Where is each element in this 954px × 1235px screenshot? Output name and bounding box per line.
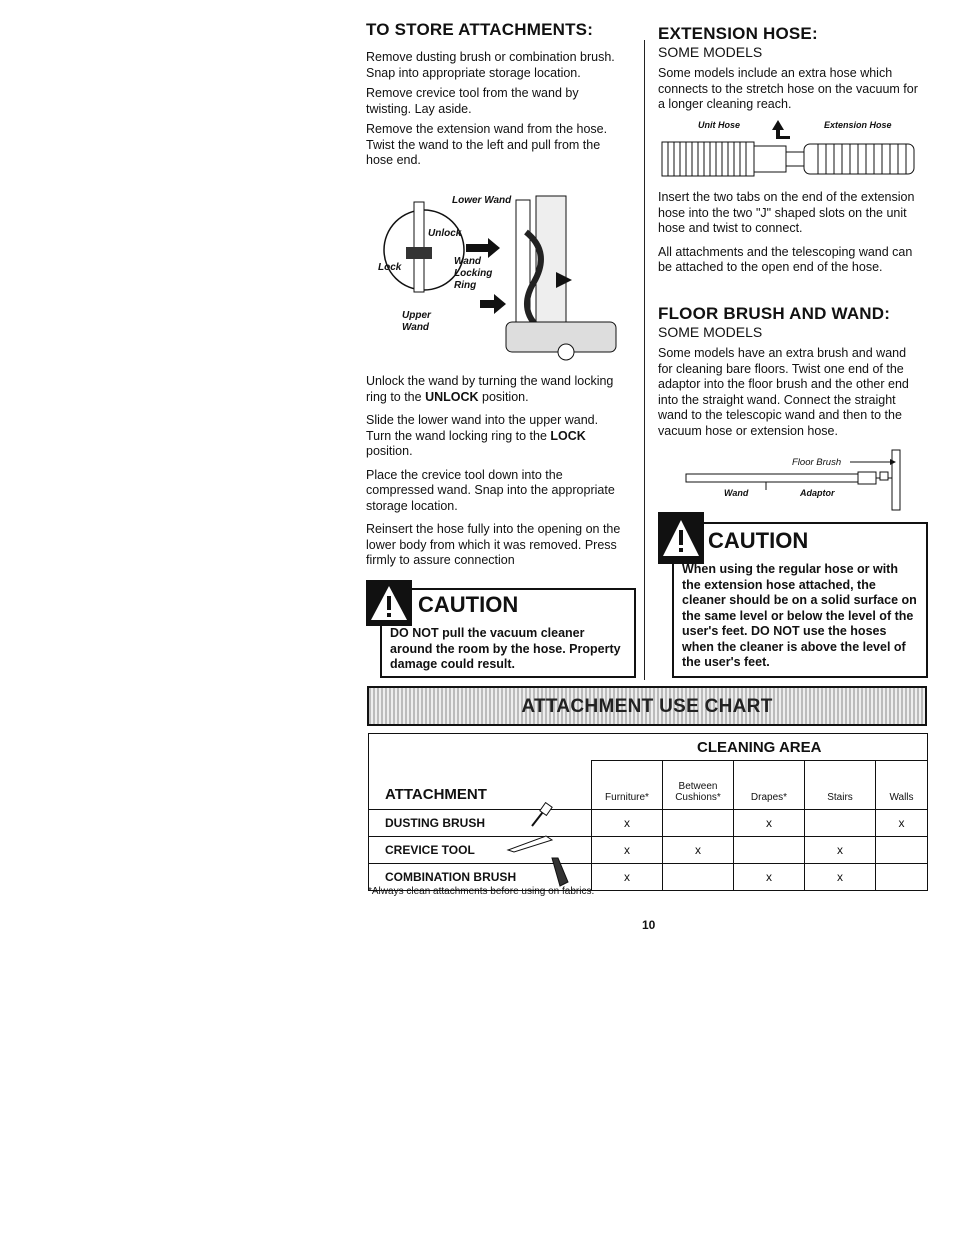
table-cell bbox=[663, 864, 734, 891]
table-header-row bbox=[369, 734, 928, 761]
store-p7: Reinsert the hose fully into the opening on the lower body from which it was removed. Press firmly to assure connection bbox=[366, 522, 621, 567]
col-header: Stairs bbox=[805, 761, 876, 810]
attachment-use-table bbox=[368, 733, 928, 891]
table-cell: x bbox=[876, 810, 928, 837]
table-cell bbox=[805, 810, 876, 837]
table-cell: x bbox=[805, 864, 876, 891]
table-cell: x bbox=[663, 837, 734, 864]
table-cell: x bbox=[592, 864, 663, 891]
table-cell bbox=[663, 810, 734, 837]
label-upper-wand: Upper Wand bbox=[402, 310, 431, 333]
floor-brush-diagram bbox=[680, 446, 920, 516]
col-header: Furniture* bbox=[592, 761, 663, 810]
extension-p1: Some models include an extra hose which connects to the stretch hose on the vacuum for a longer cleaning reach. bbox=[658, 66, 918, 111]
col-header: Drapes* bbox=[734, 761, 805, 810]
store-p3: Remove the extension wand from the hose. Twist the wand to the left and pull from the hose end. bbox=[366, 122, 608, 167]
hose-diagram bbox=[658, 118, 926, 188]
label-unit-hose: Unit Hose bbox=[698, 120, 741, 130]
table-cell: x bbox=[805, 837, 876, 864]
table-cell bbox=[734, 837, 805, 864]
attachment-header-cell bbox=[369, 734, 592, 810]
store-p6: Place the crevice tool down into the compressed wand. Snap into the appropriate storage location. bbox=[366, 467, 615, 513]
label-lower-wand: Lower Wand bbox=[452, 195, 512, 206]
label-adaptor: Adaptor bbox=[800, 488, 835, 498]
floor-p1: Some models have an extra brush and wand for cleaning bare floors. Twist one end of the adaptor into the floor brush and the other end into the straight wand. Connect the straight wand to the telescopic wand and then to the vacuum hose or extension hose. bbox=[658, 346, 909, 438]
caution-right-text: When using the regular hose or with the extension hose attached, the cleaner should be on a solid surface on the same level or below the level of the user's feet. DO NOT use the hoses when the cleaner is above the level of the user's feet. bbox=[682, 562, 917, 669]
label-lock: Lock bbox=[378, 262, 402, 273]
chart-footnote: *Always clean attachments before using on fabrics. bbox=[368, 886, 595, 897]
store-p2: Remove crevice tool from the wand by twisting. Lay aside. bbox=[366, 86, 579, 116]
extension-subtitle: SOME MODELS bbox=[658, 44, 763, 60]
store-section bbox=[366, 20, 624, 169]
warning-icon bbox=[658, 512, 704, 564]
floor-section bbox=[658, 304, 924, 439]
col-header: Walls bbox=[876, 761, 928, 810]
extension-lower-text bbox=[658, 190, 920, 276]
table-cell: x bbox=[734, 864, 805, 891]
column-divider bbox=[644, 40, 645, 680]
extension-section bbox=[658, 24, 924, 113]
row-label: DUSTING BRUSH bbox=[369, 810, 592, 837]
label-floor-brush: Floor Brush bbox=[792, 457, 842, 468]
table-cell bbox=[876, 864, 928, 891]
table-cell: x bbox=[734, 810, 805, 837]
wand-locking-diagram bbox=[376, 192, 624, 367]
table-cell: x bbox=[592, 810, 663, 837]
extension-p3: All attachments and the telescoping wand can be attached to the open end of the hose. bbox=[658, 244, 913, 274]
label-unlock: Unlock bbox=[428, 228, 462, 239]
table-row bbox=[369, 837, 928, 864]
table-cell bbox=[876, 837, 928, 864]
label-wand: Wand bbox=[724, 488, 749, 498]
crevice-tool-icon bbox=[506, 832, 556, 859]
store-p4: Unlock the wand by turning the wand locking ring to the UNLOCK position. bbox=[366, 374, 614, 404]
warning-icon bbox=[366, 580, 412, 626]
caution-left-text: DO NOT pull the vacuum cleaner around the room by the hose. Property damage could result. bbox=[390, 626, 621, 671]
table-row bbox=[369, 810, 928, 837]
store-p1: Remove dusting brush or combination brush. Snap into appropriate storage location. bbox=[366, 50, 615, 80]
caution-right-title: CAUTION bbox=[708, 528, 809, 553]
row-label: CREVICE TOOL bbox=[369, 837, 592, 864]
extension-title: EXTENSION HOSE: bbox=[658, 24, 818, 43]
cleaning-area-header: CLEANING AREA bbox=[592, 734, 928, 761]
label-wand-locking-ring: Wand Locking Ring bbox=[454, 256, 493, 291]
label-extension-hose: Extension Hose bbox=[824, 120, 892, 130]
store-p5: Slide the lower wand into the upper wand. Turn the wand locking ring to the LOCK position. bbox=[366, 413, 599, 458]
floor-title: FLOOR BRUSH AND WAND: bbox=[658, 304, 891, 323]
hose-illustration bbox=[658, 118, 926, 188]
store-title: TO STORE ATTACHMENTS: bbox=[366, 20, 594, 39]
page-number: 10 bbox=[642, 918, 656, 932]
dusting-brush-icon bbox=[528, 802, 554, 835]
table-cell: x bbox=[592, 837, 663, 864]
chart-banner bbox=[367, 686, 927, 726]
floor-subtitle: SOME MODELS bbox=[658, 324, 763, 340]
chart-banner-title: ATTACHMENT USE CHART bbox=[521, 696, 773, 717]
row-label: COMBINATION BRUSH bbox=[369, 864, 592, 891]
extension-p2: Insert the two tabs on the end of the extension hose into the two "J" shaped slots on the unit hose and twist to connect. bbox=[658, 190, 915, 235]
caution-left-title: CAUTION bbox=[418, 592, 519, 617]
store-lower-text bbox=[366, 374, 624, 569]
floor-brush-illustration bbox=[680, 446, 920, 516]
attachment-header: ATTACHMENT bbox=[385, 786, 487, 803]
col-header: Between Cushions* bbox=[663, 761, 734, 810]
